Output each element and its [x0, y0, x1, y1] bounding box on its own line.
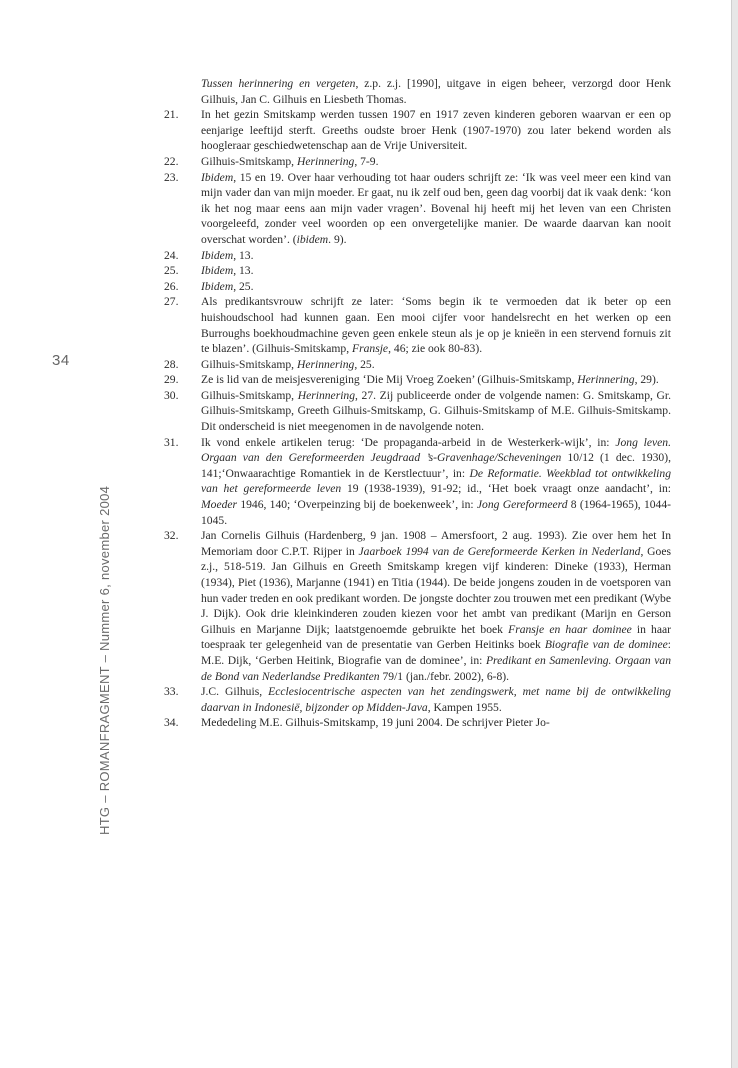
endnote-text: Mededeling M.E. Gilhuis-Smitskamp, 19 juni 2004. De schrijver Pieter Jo- — [201, 716, 550, 730]
endnote — [164, 528, 671, 684]
endnote — [164, 715, 671, 731]
endnote — [164, 263, 671, 279]
endnote-text: Ik vond enkele artikelen terug: ‘De propaganda-arbeid in de Westerkerk-wijk’, in: Jong leven. Orgaan van den Gereformeerden Jeugdraad ’s-Gravenhage/Scheveningen 10/12 (1 dec. 1930), 141;‘Onwaarachtige Romantiek in de Kerstlectuur’, in: De Reformatie. Weekblad tot ontwikkeling van het gereformeerde leven 19 (1938-1939), 91-92; id., ‘Het boek vraagt onze aandacht’, in: Moeder 1946, 140; ‘Overpeinzing bij de boekenweek’, in: Jong Gereformeerd 8 (1964-1965), 1044-1045. — [201, 435, 672, 527]
endnote-number: 31. — [164, 435, 179, 449]
endnote-number: 23. — [164, 170, 179, 184]
page-edge-line — [731, 0, 732, 1068]
endnote — [164, 107, 671, 154]
endnote-number: 30. — [164, 388, 179, 402]
endnote-number: 25. — [164, 264, 179, 278]
endnote-number: 26. — [164, 279, 179, 293]
endnote-text: J.C. Gilhuis, Ecclesiocentrische aspecten van het zendingswerk, met name bij de ontwikkeling daarvan in Indonesië, bijzonder op Midden-Java, Kampen 1955. — [201, 685, 671, 714]
endnote-number: 22. — [164, 154, 179, 168]
endnote-text: Ibidem, 13. — [201, 264, 254, 278]
endnote — [164, 684, 671, 715]
endnote-number: 28. — [164, 357, 179, 371]
endnote-number: 29. — [164, 373, 179, 387]
endnote-text: Tussen herinnering en vergeten, z.p. z.j. [1990], uitgave in eigen beheer, verzorgd door Henk Gilhuis, Jan C. Gilhuis en Liesbeth Thomas. — [201, 77, 672, 106]
page-number: 34 — [52, 352, 70, 369]
endnotes-list — [164, 76, 671, 731]
endnote — [164, 248, 671, 264]
endnote-text: Gilhuis-Smitskamp, Herinnering, 7-9. — [201, 154, 379, 168]
endnote-number: 21. — [164, 108, 179, 122]
endnote-text: Gilhuis-Smitskamp, Herinnering, 27. Zij publiceerde onder de volgende namen: G. Smitskamp, Gr. Gilhuis-Smitskamp, Greeth Gilhuis-Smitskamp, G. Gilhuis-Smitskamp of M.E. Gilhuis-Smitskamp. Dit onderscheid is niet meegenomen in de navolgende noten. — [201, 388, 671, 434]
running-head: HTG – ROMANFRAGMENT – Nummer 6, november 2004 — [97, 485, 112, 835]
endnote-text: Als predikantsvrouw schrijft ze later: ‘Soms begin ik te vermoeden dat ik beter op een huishoudschool had kunnen gaan. Een mooi cijfer voor handelsrecht en het werken op een Burroughs boekhoudmachine geven geen enkele steun als je op je knieën in een stervend fornuis zit te blazen’. (Gilhuis-Smitskamp, Fransje, 46; zie ook 80-83). — [201, 295, 671, 356]
endnote-number: 24. — [164, 248, 179, 262]
endnote-text: Ibidem, 15 en 19. Over haar verhouding tot haar ouders schrijft ze: ‘Ik was veel meer een kind van mijn vader dan van mijn moeder. Er gaat, nu ik zelf oud ben, geen dag voorbij dat ik vaak denk: ‘kon ik het nog maar eens aan mijn vader vragen’. Bovenal hij heeft mij het leven van een Christen voorgeleefd, zonder veel woorden op een onvergetelijke manier. De waarde daarvan kan nooit overschat worden’. (ibidem. 9). — [201, 170, 671, 246]
endnote-number: 32. — [164, 529, 179, 543]
endnote — [164, 170, 671, 248]
endnote-number: 33. — [164, 685, 179, 699]
endnote-text: Ibidem, 25. — [201, 279, 254, 293]
endnote-number: 27. — [164, 295, 179, 309]
endnote — [164, 154, 671, 170]
endnote — [164, 294, 671, 356]
endnote — [164, 357, 671, 373]
endnote-text: Jan Cornelis Gilhuis (Hardenberg, 9 jan. 1908 – Amersfoort, 2 aug. 1993). Zie over hem het In Memoriam door C.P.T. Rijper in Jaarboek 1994 van de Gereformeerde Kerken in Nederland, Goes z.j., 518-519. Jan Gilhuis en Greeth Smitskamp kregen vijf kinderen: Dineke (1933), Herman (1934), Piet (1936), Marjanne (1941) en Titia (1944). De beide jongens zouden in de voetsporen van hun vader treden en ook predikant worden. De jongste dochter zou trouwen met een predikant (Wybe J. Dijk). Ook drie kleinkinderen zouden kiezen voor het ambt van predikant (Marijn en Gerson Gilhuis en Marjanne Dijk; laatstgenoemde gebruikte het boek Fransje en haar dominee in haar toespraak ter gelegenheid van de presentatie van Gerben Heitinks boek Biografie van de dominee: M.E. Dijk, ‘Gerben Heitink, Biografie van de dominee’, in: Predikant en Samenleving. Orgaan van de Bond van Nederlandse Predikanten 79/1 (jan./febr. 2002), 6-8). — [201, 529, 672, 683]
endnote — [164, 372, 671, 388]
endnote — [164, 76, 671, 107]
endnote-text: Ibidem, 13. — [201, 248, 254, 262]
endnote-text: Ze is lid van de meisjesvereniging ‘Die Mij Vroeg Zoeken’ (Gilhuis-Smitskamp, Herinnering, 29). — [201, 373, 659, 387]
endnote-number: 34. — [164, 716, 179, 730]
endnote — [164, 279, 671, 295]
endnote — [164, 388, 671, 435]
endnote-text: Gilhuis-Smitskamp, Herinnering, 25. — [201, 357, 375, 371]
page-edge — [731, 0, 738, 1068]
endnote-text: In het gezin Smitskamp werden tussen 1907 en 1917 zeven kinderen geboren waarvan er een op eenjarige leeftijd sterft. Greeths oudste broer Henk (1907-1970) zou later bekend worden als hoogleraar geschiedwetenschap aan de Vrije Universiteit. — [201, 108, 671, 153]
endnote — [164, 435, 671, 529]
